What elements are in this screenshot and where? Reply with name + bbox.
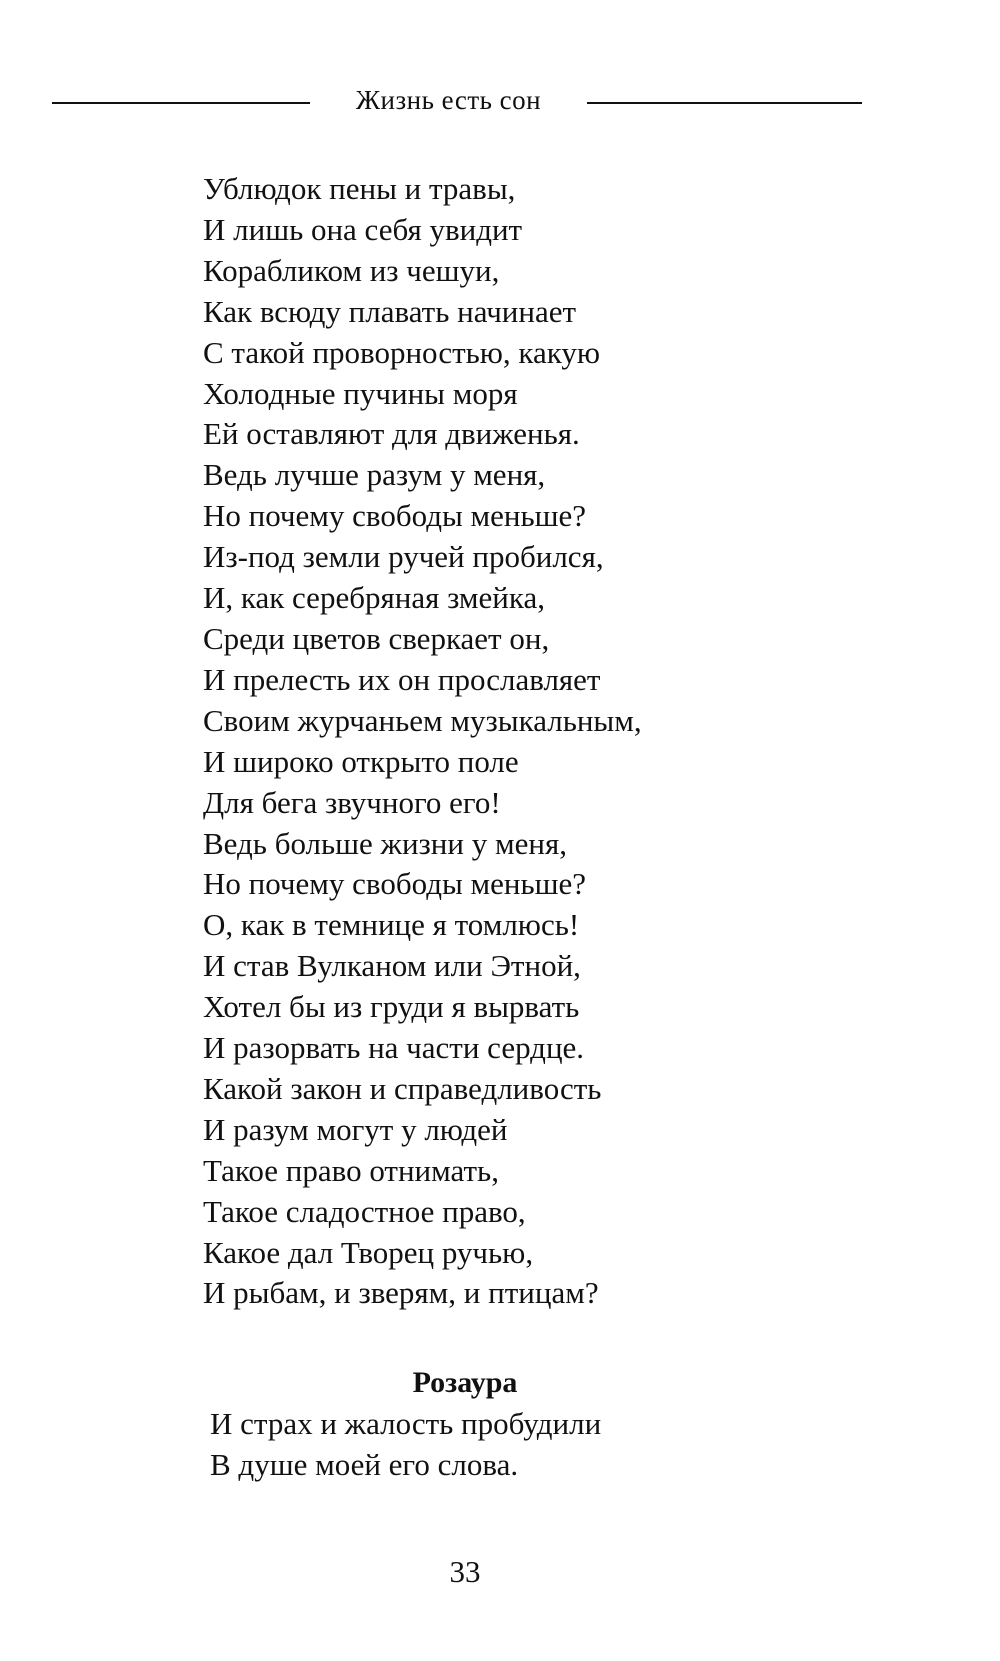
verse-line: Какой закон и справедливость <box>203 1070 602 1106</box>
verse-line: Среди цветов сверкает он, <box>203 620 550 656</box>
verse-line: Как всюду плавать начинает <box>203 293 577 329</box>
verse-line: И разорвать на части сердце. <box>203 1030 585 1066</box>
verse-line: И широко открыто поле <box>203 743 519 779</box>
verse-block <box>203 169 763 1314</box>
verse-line: Для бега звучного его! <box>203 784 501 820</box>
verse-line: Ведь лучше разум у меня, <box>203 457 546 493</box>
running-title: Жизнь есть сон <box>355 85 542 115</box>
verse-line: С такой проворностью, какую <box>203 334 601 370</box>
verse-line: Но почему свободы меньше? <box>203 866 587 902</box>
speech-line: И страх и жалость пробудили <box>210 1406 602 1441</box>
page-number: 33 <box>449 1554 481 1589</box>
verse-line: И прелесть их он прославляет <box>203 661 601 697</box>
verse-line: Такое сладостное право, <box>203 1193 526 1229</box>
header-rule-right <box>587 102 862 104</box>
verse-line: Своим журчаньем музыкальным, <box>203 702 642 738</box>
verse-line: Такое право отнимать, <box>203 1152 499 1188</box>
running-header <box>52 80 862 120</box>
verse-line: Хотел бы из груди я вырвать <box>203 989 580 1025</box>
verse-line: И рыбам, и зверям, и птицам? <box>203 1275 599 1311</box>
verse-line: Ей оставляют для движенья. <box>203 416 580 452</box>
verse-line: Из-под земли ручей пробился, <box>203 539 604 575</box>
verse-line: Корабликом из чешуи, <box>203 252 500 288</box>
speech-block <box>210 1404 770 1486</box>
verse-line: И лишь она себя увидит <box>203 211 523 247</box>
verse-line: И став Вулканом или Этной, <box>203 948 581 984</box>
header-rule-left <box>52 102 310 104</box>
verse-line: Ведь больше жизни у меня, <box>203 825 567 861</box>
verse-line: И разум могут у людей <box>203 1111 508 1147</box>
verse-line: Ублюдок пены и травы, <box>203 171 516 206</box>
verse-line: Холодные пучины моря <box>203 375 518 411</box>
verse-line: О, как в темнице я томлюсь! <box>203 907 580 943</box>
verse-line: Какое дал Творец ручью, <box>203 1234 534 1270</box>
verse-line: Но почему свободы меньше? <box>203 498 587 534</box>
speech-line: В душе моей его слова. <box>210 1446 519 1482</box>
verse-line: И, как серебряная змейка, <box>203 580 545 616</box>
speaker-name: Розаура <box>412 1366 518 1399</box>
